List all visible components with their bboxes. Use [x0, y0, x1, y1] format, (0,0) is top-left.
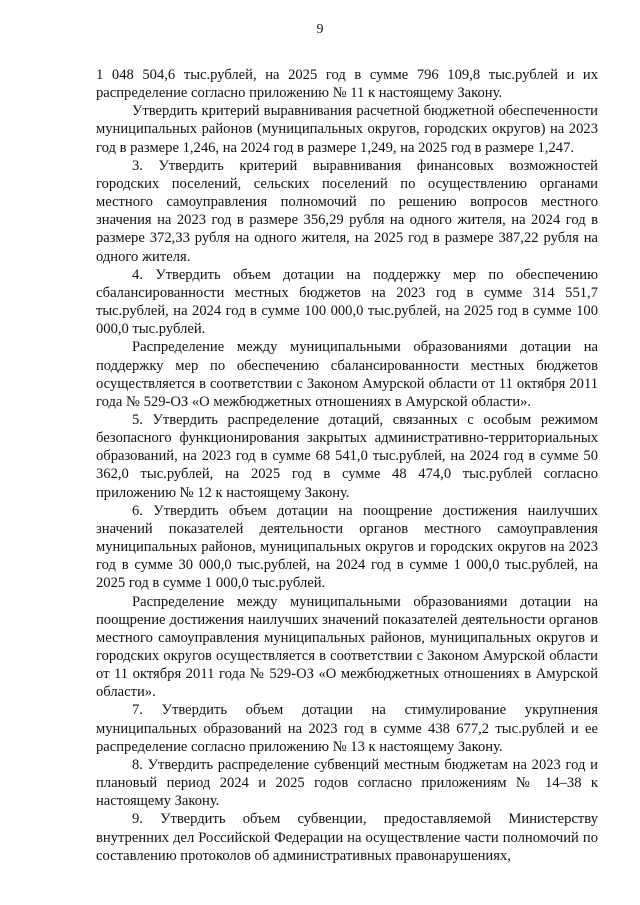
paragraph-8: 8. Утвердить распределение субвенций местным бюджетам на 2023 год и плановый период 2024 и 2025 годов согласно приложениям № 14–38 к настоящему Закону. [96, 756, 598, 810]
document-body [96, 66, 598, 865]
paragraph-7: 7. Утвердить объем дотации на стимулирование укрупнения муниципальных образований на 2023 год в сумме 438 677,2 тыс.рублей и ее распределение согласно приложению № 13 к настоящему Закону. [96, 702, 598, 755]
paragraph-6: 6. Утвердить объем дотации на поощрение достижения наилучших значений показателей деятельности органов местного самоуправления муниципальных районов, муниципальных округов и городских округов на 2023 год в сумме 30 000,0 тыс.рублей, на 2024 год в сумме 1 000,0 тыс.рублей, на 2025 год в сумме 1 000,0 тыс.рублей. [96, 502, 598, 592]
paragraph-6-distribution: Распределение между муниципальными образованиями дотации на поощрение достижения наилучших значений показателей деятельности органов местного самоуправления муниципальных районов, муниципальных округов и городских округов осуществляется в соответствии с Законом Амурской области от 11 октября 2011 года № 529-ОЗ «О межбюджетных отношениях в Амурской области». [96, 593, 598, 701]
paragraph-3: 3. Утвердить критерий выравнивания финансовых возможностей городских поселений, сельских поселений по осуществлению органами местного самоуправления полномочий по решению вопросов местного значения на 2023 год в размере 356,29 рубля на одного жителя, на 2024 год в размере 372,33 рубля на одного жителя, на 2025 год в размере 387,22 рубля на одного жителя. [96, 157, 598, 265]
paragraph-4: 4. Утвердить объем дотации на поддержку мер по обеспечению сбалансированности местных бюджетов на 2023 год в сумме 314 551,7 тыс.рублей, на 2024 год в сумме 100 000,0 тыс.рублей, на 2025 год в сумме 100 000,0 тыс.рублей. [96, 266, 598, 338]
paragraph-4-distribution: Распределение между муниципальными образованиями дотации на поддержку мер по обеспечению сбалансированности местных бюджетов осуществляется в соответствии с Законом Амурской области от 11 октября 2011 года № 529-ОЗ «О межбюджетных отношениях в Амурской области». [96, 339, 598, 410]
page-number: 9 [316, 22, 324, 37]
paragraph-9: 9. Утвердить объем субвенции, предоставляемой Министерству внутренних дел Российской Федерации на осуществление части полномочий по составлению протоколов об административных правонарушениях, [96, 811, 598, 864]
paragraph-5: 5. Утвердить распределение дотаций, связанных с особым режимом безопасного функционирования закрытых административно-территориальных образований, на 2023 год в сумме 68 541,0 тыс.рублей, на 2024 год в сумме 50 362,0 тыс.рублей, на 2025 год в сумме 48 474,0 тыс.рублей согласно приложению № 12 к настоящему Закону. [96, 411, 598, 501]
paragraph-equalization-criterion-districts: Утвердить критерий выравнивания расчетной бюджетной обеспеченности муниципальных районов (муниципальных округов, городских округов) на 2023 год в размере 1,246, на 2024 год в размере 1,249, на 2025 год в размере 1,247. [96, 103, 598, 156]
paragraph-continuation: 1 048 504,6 тыс.рублей, на 2025 год в сумме 796 109,8 тыс.рублей и их распределение согласно приложению № 11 к настоящему Закону. [96, 67, 598, 102]
